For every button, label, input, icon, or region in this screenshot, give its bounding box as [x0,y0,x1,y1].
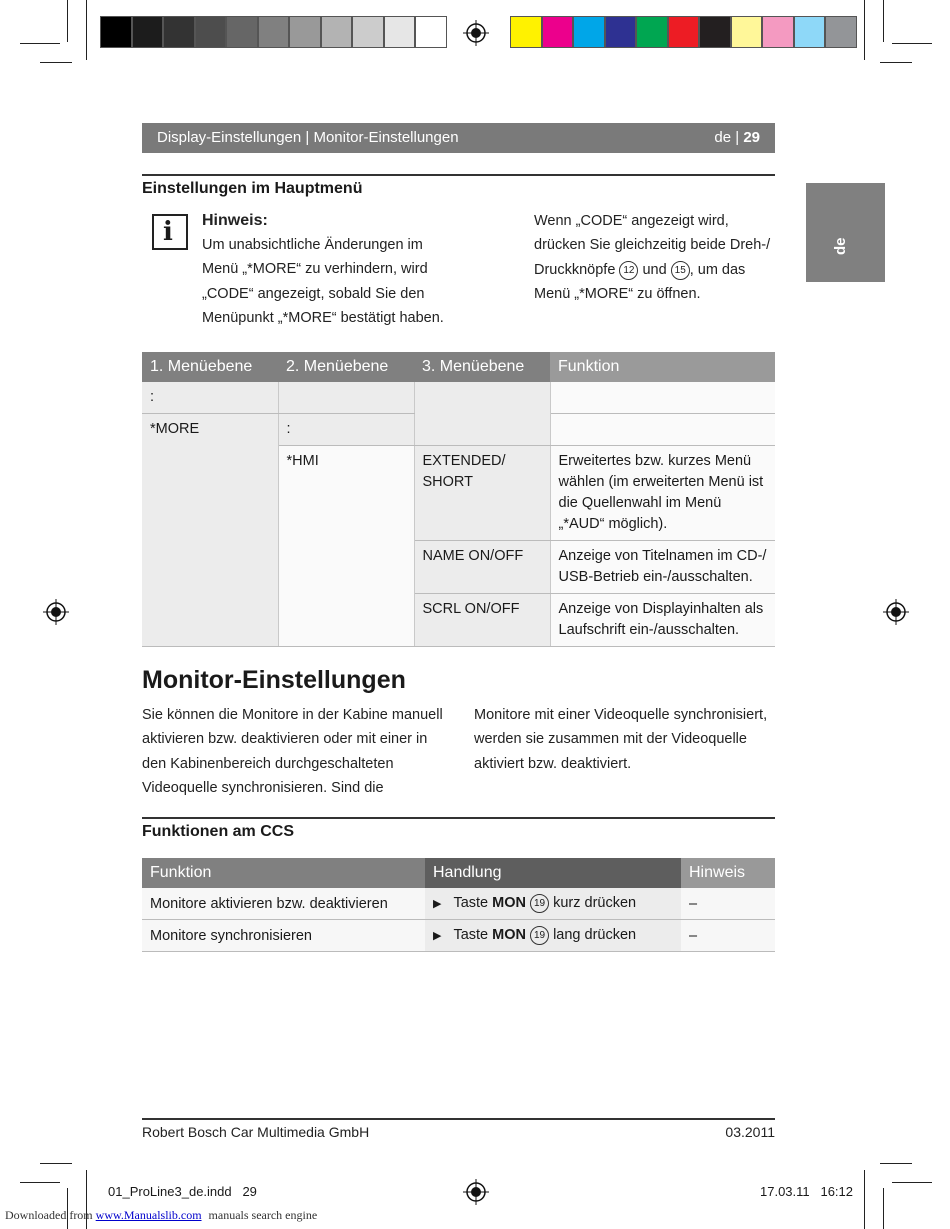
key-number-badge: 19 [530,894,549,913]
crop-mark [892,43,932,44]
column-header: Hinweis [681,858,775,888]
download-prefix: Downloaded from [5,1208,93,1222]
info-icon: i [152,214,188,250]
text-line: Menü „*MORE“ zu öffnen. [534,285,701,302]
key-name: MON [492,927,527,943]
color-swatch [636,16,668,48]
color-swatch [542,16,574,48]
table-cell: Anzeige von Displayinhalten als Laufschrift ein-/ausschalten. [550,594,775,647]
table-cell: Monitore synchronisieren [142,920,425,952]
table-cell [414,382,550,446]
text-fragment: , um das [689,261,746,278]
arrow-right-icon: ▶ [433,898,442,910]
table-row [142,382,775,414]
key-number-badge: 19 [530,926,549,945]
table-cell: EXTENDED/ SHORT [414,446,550,541]
text-line: Sie können die Monitore in der Kabine manuell [142,707,443,723]
column-header: Handlung [425,858,681,888]
table-cell: *MORE [142,414,278,647]
footer-date: 03.2011 [725,1124,775,1140]
crop-mark [880,62,912,63]
note-title: Hinweis: [202,212,268,229]
text-fragment: Taste [453,927,489,943]
color-swatch [794,16,826,48]
table-header-row [142,352,775,382]
table-cell [550,414,775,446]
text-fragment: Taste [453,895,489,911]
color-swatch [415,16,447,48]
color-swatch [100,16,132,48]
download-suffix: manuals search engine [208,1208,318,1222]
download-note [5,1208,317,1223]
text-line: den Kabinenbereich durchgeschalteten [142,755,394,772]
table-cell: *HMI [278,446,414,647]
text-fragment: kurz drücken [553,895,637,911]
crop-mark [20,43,60,44]
ccs-function-table [142,858,775,952]
color-swatch [132,16,164,48]
registration-mark-icon [883,599,909,625]
slug-file: 01_ProLine3_de.indd 29 [108,1184,257,1199]
color-swatch [699,16,731,48]
note-line: Menü „*MORE“ zu verhindern, wird [202,261,428,278]
crop-mark [20,1182,60,1183]
table-cell: Monitore aktivieren bzw. deaktivieren [142,888,425,920]
text-line: drücken Sie gleichzeitig beide Dreh-/ [534,237,771,254]
section-title: Funktionen am CCS [142,823,295,840]
section-title: Einstellungen im Hauptmenü [142,180,363,197]
note-right-text [534,209,779,306]
section-body-right [474,703,779,776]
language-side-tab [806,183,885,282]
text-fragment: Druckknöpfe [534,261,616,278]
column-header: Funktion [550,352,775,382]
crop-mark [40,1163,72,1164]
color-swatch [573,16,605,48]
color-swatch [825,16,857,48]
text-fragment: lang drücken [553,927,637,943]
crop-mark [892,1182,932,1183]
table-cell: : [142,382,278,414]
color-swatch [384,16,416,48]
footer-rule [142,1118,775,1120]
color-swatch [321,16,353,48]
crop-mark [86,0,87,60]
knob-number-badge: 15 [671,261,690,280]
crop-mark [864,1170,865,1229]
key-name: MON [492,895,527,911]
manualslib-link[interactable]: www.Manualslib.com [95,1208,202,1222]
color-swatch [762,16,794,48]
color-swatch [289,16,321,48]
color-swatch [352,16,384,48]
table-cell [550,382,775,414]
registration-mark-icon [463,20,489,46]
color-swatch [605,16,637,48]
table-row [142,888,775,920]
column-header: 1. Menüebene [142,352,278,382]
color-swatch [731,16,763,48]
note-line: „CODE“ angezeigt, sobald Sie den [202,285,425,302]
page-header [142,123,775,153]
table-row [142,920,775,952]
knob-number-badge: 12 [619,261,638,280]
column-header: 3. Menüebene [414,352,550,382]
section-heading: Monitor-Einstellungen [142,666,406,694]
crop-mark [883,0,884,42]
registration-mark-icon [43,599,69,625]
menu-table [142,352,775,647]
table-cell: Erweitertes bzw. kurzes Menü wählen (im erweiterten Menü ist die Quellenwahl im Menü „*AUD“ möglich). [550,446,775,541]
page-number [714,129,760,146]
section-rule [142,817,775,819]
color-swatch [163,16,195,48]
text-line: Videoquelle synchronisieren. Sind die [142,779,384,796]
color-swatch [510,16,542,48]
table-cell: – [681,920,775,952]
table-cell [425,920,681,952]
text-line: Monitore mit einer Videoquelle synchronisiert, [474,707,768,723]
header-title: Display-Einstellungen | Monitor-Einstellungen [157,129,459,146]
color-swatch [668,16,700,48]
note [202,209,502,330]
table-cell: SCRL ON/OFF [414,594,550,647]
footer-company: Robert Bosch Car Multimedia GmbH [142,1124,370,1140]
color-swatch [195,16,227,48]
crop-mark [864,0,865,60]
header-page: 29 [743,129,760,146]
crop-mark [67,0,68,42]
arrow-right-icon: ▶ [433,930,442,942]
table-header-row [142,858,775,888]
color-swatch [226,16,258,48]
crop-mark [883,1188,884,1229]
column-header: 2. Menüebene [278,352,414,382]
note-line: Menüpunkt „*MORE“ bestätigt haben. [202,309,444,326]
table-cell: NAME ON/OFF [414,541,550,594]
color-swatch [258,16,290,48]
text-fragment: und [642,261,667,278]
crop-mark [880,1163,912,1164]
text-line: aktiviert bzw. deaktiviert. [474,755,632,772]
table-cell [278,382,414,414]
table-cell: : [278,414,414,446]
column-header: Funktion [142,858,425,888]
table-cell: Anzeige von Titelnamen im CD-/ USB-Betrieb ein-/ausschalten. [550,541,775,594]
slug-datetime: 17.03.11 16:12 [760,1184,854,1199]
text-line: Wenn „CODE“ angezeigt wird, [534,213,729,229]
table-cell [425,888,681,920]
side-tab-label: de [832,237,849,255]
note-line: Um unabsichtliche Änderungen im [202,237,423,253]
text-line: aktivieren bzw. deaktivieren oder mit einer in [142,731,428,748]
text-line: werden sie zusammen mit der Videoquelle [474,731,747,748]
section-rule [142,174,775,176]
registration-mark-icon [463,1179,489,1205]
text-line [534,258,779,282]
section-body-left [142,703,462,800]
table-cell: – [681,888,775,920]
crop-mark [40,62,72,63]
header-lang: de | [714,129,740,146]
